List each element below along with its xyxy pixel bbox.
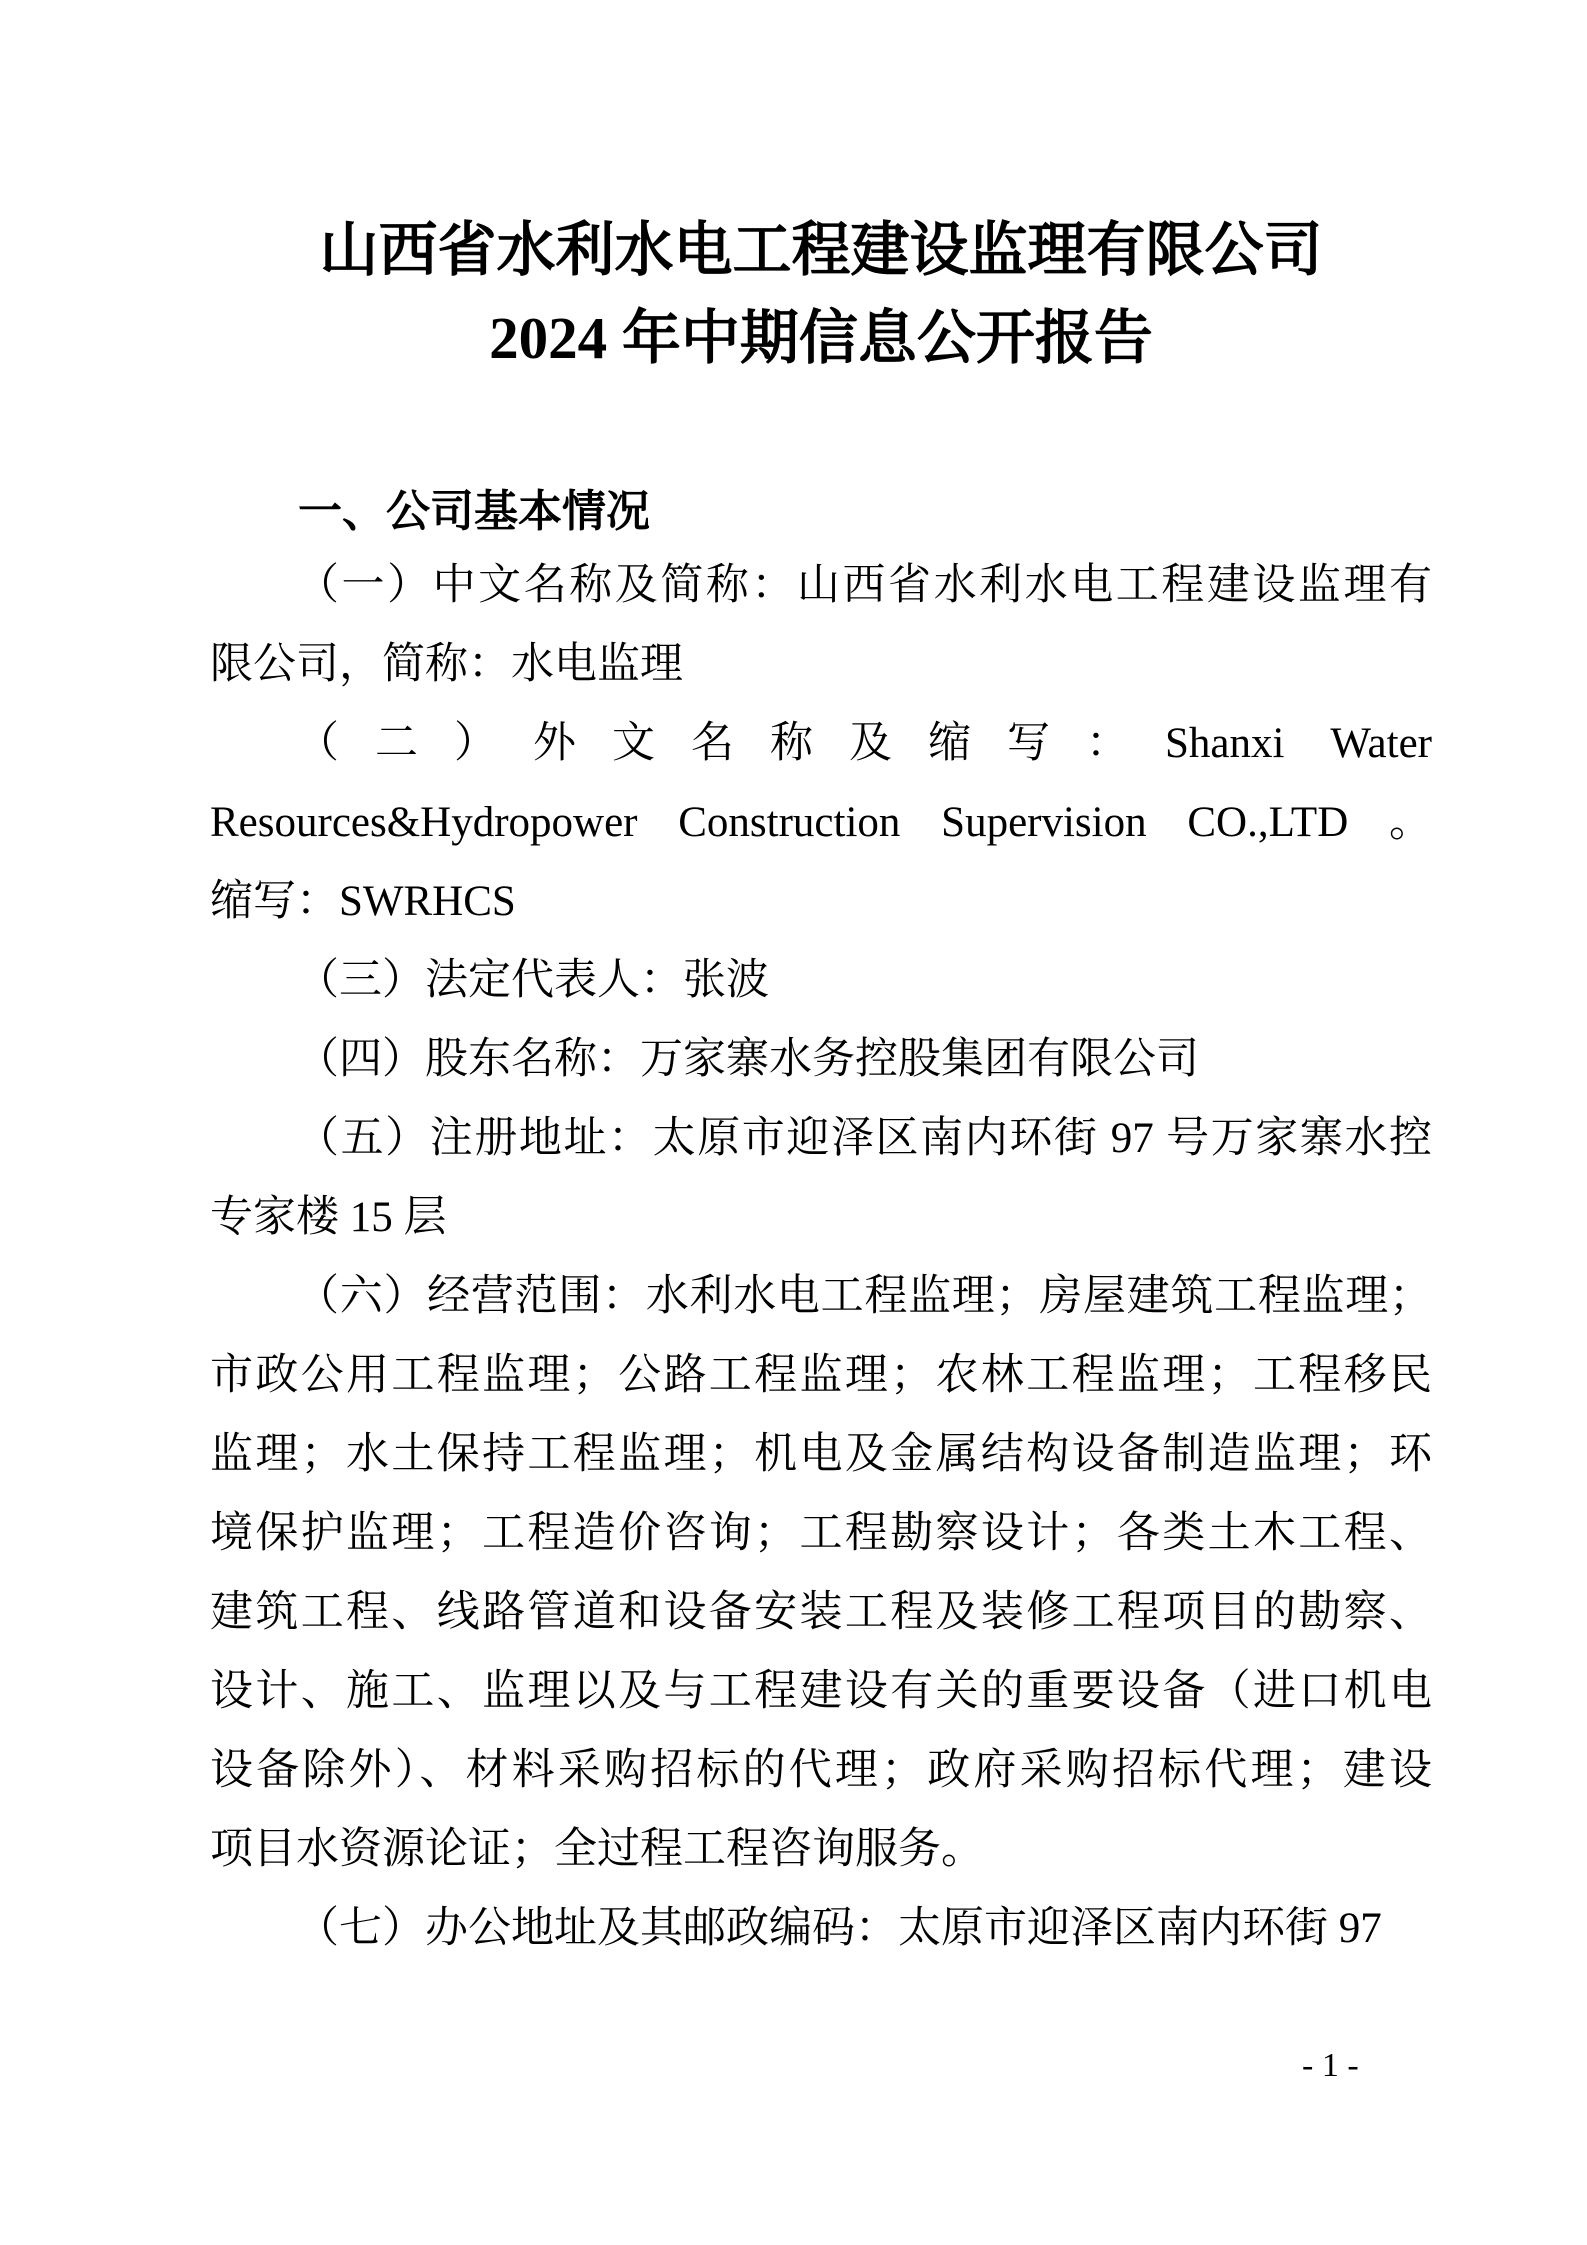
body-line: （二）外文名称及缩写：Shanxi Water xyxy=(296,720,1432,767)
body-line: Resources&Hydropower Construction Supervision CO.,LTD 。 xyxy=(210,799,1432,846)
body-line: （一）中文名称及简称：山西省水利水电工程建设监理有 xyxy=(296,562,1432,609)
section-heading: 一、公司基本情况 xyxy=(298,487,650,536)
body-line: 限公司，简称：水电监理 xyxy=(210,641,683,688)
body-line: 项目水资源论证；全过程工程咨询服务。 xyxy=(210,1826,984,1873)
body-line: 缩写：SWRHCS xyxy=(210,878,516,925)
body-line: （七）办公地址及其邮政编码：太原市迎泽区南内环街 97 xyxy=(296,1905,1382,1952)
body-line: 设计、施工、监理以及与工程建设有关的重要设备（进口机电 xyxy=(210,1668,1432,1715)
body-line: 监理；水土保持工程监理；机电及金属结构设备制造监理；环 xyxy=(210,1431,1432,1478)
body-line: （五）注册地址：太原市迎泽区南内环街 97 号万家寨水控 xyxy=(296,1115,1432,1162)
body-line: （三）法定代表人：张波 xyxy=(296,957,769,1004)
body-line: 专家楼 15 层 xyxy=(210,1194,447,1241)
document-body xyxy=(210,546,1432,1968)
document-title-line-1: 山西省水利水电工程建设监理有限公司 xyxy=(319,217,1323,283)
document-title-line-2: 2024 年中期信息公开报告 xyxy=(489,305,1153,371)
body-line: 境保护监理；工程造价咨询；工程勘察设计；各类土木工程、 xyxy=(210,1510,1432,1557)
document-title xyxy=(210,0,1432,382)
body-line: （六）经营范围：水利水电工程监理；房屋建筑工程监理； xyxy=(296,1273,1432,1320)
body-line: 设备除外）、材料采购招标的代理；政府采购招标代理；建设 xyxy=(210,1747,1432,1794)
body-line: 建筑工程、线路管道和设备安装工程及装修工程项目的勘察、 xyxy=(210,1589,1432,1636)
body-line: （四）股东名称：万家寨水务控股集团有限公司 xyxy=(296,1036,1199,1083)
page-number: - 1 - xyxy=(1302,2047,1359,2084)
body-line: 市政公用工程监理；公路工程监理；农林工程监理；工程移民 xyxy=(210,1352,1432,1399)
